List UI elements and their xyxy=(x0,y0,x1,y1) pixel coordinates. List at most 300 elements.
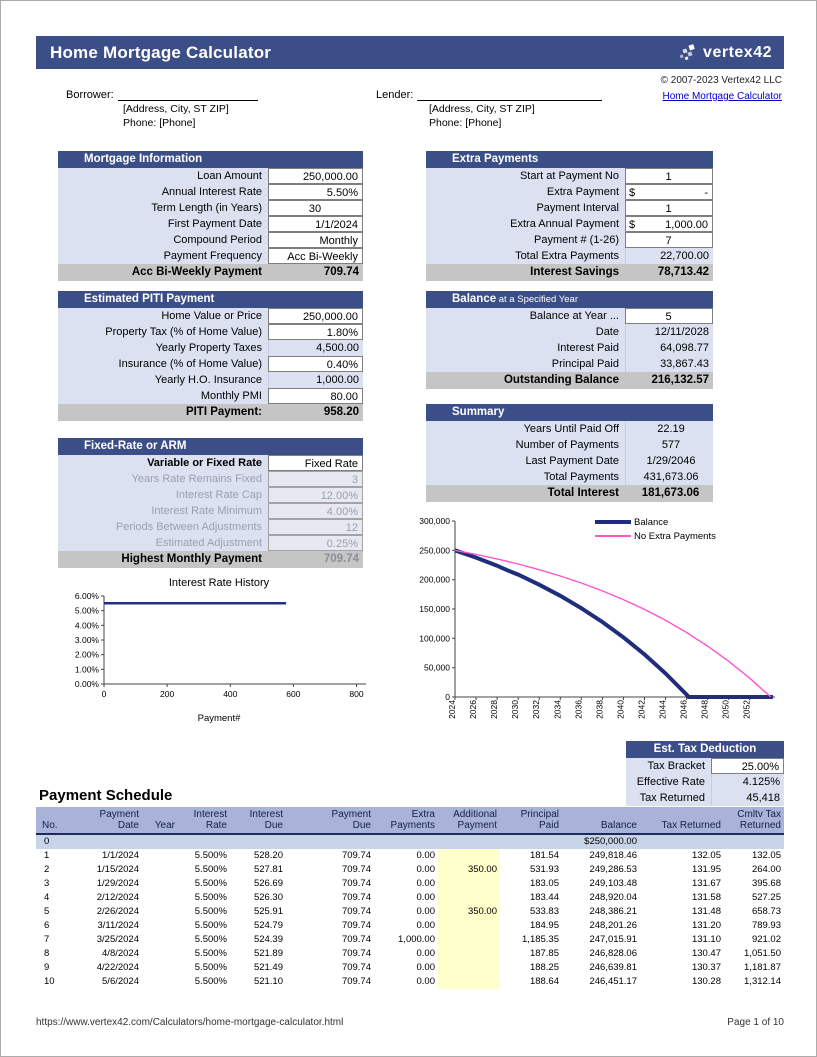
table-cell[interactable] xyxy=(438,961,500,975)
table-cell: 526.69 xyxy=(253,878,283,889)
svg-text:400: 400 xyxy=(223,689,238,699)
section-title: Extra Payments xyxy=(426,151,713,168)
field-value[interactable]: Monthly xyxy=(268,232,363,248)
field-label: Annual Interest Rate xyxy=(161,186,262,198)
fixed-rate-or-arm-section xyxy=(58,438,363,568)
balance-plot xyxy=(399,513,784,741)
table-cell: 5.500% xyxy=(194,864,227,875)
table-cell: 183.44 xyxy=(529,892,559,903)
chart-title: Interest Rate History xyxy=(168,577,270,589)
field-value[interactable]: 80.00 xyxy=(268,388,363,404)
table-cell xyxy=(142,933,178,947)
svg-text:200,000: 200,000 xyxy=(419,574,450,585)
table-cell: 132.05 xyxy=(691,850,721,861)
table-cell: 1,000.00 xyxy=(398,934,435,945)
field-value: 1/29/2046 xyxy=(625,453,713,469)
table-cell: 0.00 xyxy=(416,920,435,931)
field-label: Tax Returned xyxy=(639,792,705,804)
piti-payment-section xyxy=(58,291,363,421)
table-cell: 246,828.06 xyxy=(589,948,637,959)
table-cell: 5 xyxy=(44,906,50,917)
table-cell: 0.00 xyxy=(416,906,435,917)
chart-legend xyxy=(595,515,716,543)
table-cell: 528.20 xyxy=(253,850,283,861)
field-value[interactable]: 0.40% xyxy=(268,356,363,372)
field-row xyxy=(58,503,363,519)
section-body xyxy=(426,421,713,485)
table-row xyxy=(36,891,784,905)
field-label: Interest Rate Minimum xyxy=(151,505,262,517)
total-value: 709.74 xyxy=(323,266,359,278)
field-value[interactable]: 7 xyxy=(625,232,713,248)
table-cell: 5.500% xyxy=(194,962,227,973)
table-cell: 709.74 xyxy=(341,878,371,889)
field-value[interactable]: 3 xyxy=(268,471,363,487)
field-value[interactable]: 12 xyxy=(268,519,363,535)
lender-address[interactable]: [Address, City, ST ZIP] xyxy=(429,103,535,115)
table-row xyxy=(36,877,784,891)
table-cell: 131.67 xyxy=(691,878,721,889)
field-value[interactable]: 5.50% xyxy=(268,184,363,200)
field-label: Effective Rate xyxy=(636,776,705,788)
home-mortgage-calculator-link[interactable]: Home Mortgage Calculator xyxy=(662,91,782,102)
total-value: 181,673.06 xyxy=(641,487,700,499)
table-cell[interactable] xyxy=(438,919,500,933)
column-header: Principal Paid xyxy=(520,809,559,831)
field-value[interactable]: 25.00% xyxy=(711,758,784,774)
table-row xyxy=(36,947,784,961)
table-cell[interactable] xyxy=(438,975,500,989)
field-row xyxy=(58,471,363,487)
table-cell: 5.500% xyxy=(194,906,227,917)
field-value[interactable]: 5 xyxy=(625,308,713,324)
svg-text:50,000: 50,000 xyxy=(424,662,450,673)
section-title: Fixed-Rate or ARM xyxy=(58,438,363,455)
field-label: Total Extra Payments xyxy=(515,250,619,262)
field-label: Start at Payment No xyxy=(519,170,619,182)
field-value[interactable]: 1/1/2024 xyxy=(268,216,363,232)
table-cell: 1,181.87 xyxy=(744,962,781,973)
table-cell: 3/25/2024 xyxy=(96,934,139,945)
table-cell[interactable] xyxy=(438,947,500,961)
field-value: 22.19 xyxy=(625,421,713,437)
field-label: Principal Paid xyxy=(551,358,619,370)
table-cell xyxy=(74,835,142,849)
total-value: 216,132.57 xyxy=(651,374,709,386)
table-cell: 264.00 xyxy=(751,864,781,875)
chart-x-axis-label: Payment# xyxy=(197,713,241,724)
field-label: Years Until Paid Off xyxy=(523,423,619,435)
svg-text:250,000: 250,000 xyxy=(419,545,450,556)
svg-text:800: 800 xyxy=(349,689,364,699)
table-cell: 2/12/2024 xyxy=(96,892,139,903)
table-cell[interactable] xyxy=(438,849,500,863)
field-label: Interest Rate Cap xyxy=(175,489,262,501)
table-row xyxy=(36,835,784,849)
table-cell: 183.05 xyxy=(529,878,559,889)
table-cell: 5.500% xyxy=(194,892,227,903)
table-cell xyxy=(142,905,178,919)
table-cell: 5.500% xyxy=(194,948,227,959)
table-cell: 246,639.81 xyxy=(589,962,637,973)
table-cell[interactable]: 350.00 xyxy=(438,905,500,919)
field-value: 64,098.77 xyxy=(625,340,713,356)
table-cell: 533.83 xyxy=(529,906,559,917)
field-value: 33,867.43 xyxy=(625,356,713,372)
field-value[interactable]: Fixed Rate xyxy=(268,455,363,471)
table-cell: 248,920.04 xyxy=(589,892,637,903)
borrower-label: Borrower: xyxy=(66,89,114,101)
field-value[interactable]: 1 xyxy=(625,168,713,184)
field-row xyxy=(58,340,363,356)
table-cell: 0.00 xyxy=(416,878,435,889)
table-cell: 521.10 xyxy=(253,976,283,987)
table-cell: 789.93 xyxy=(751,920,781,931)
field-label: Yearly Property Taxes xyxy=(155,342,262,354)
table-cell: 658.73 xyxy=(751,906,781,917)
field-label: Last Payment Date xyxy=(525,455,619,467)
column-header: Additional Payment xyxy=(453,809,497,831)
field-row xyxy=(426,248,713,264)
field-label: Term Length (in Years) xyxy=(151,202,262,214)
field-value[interactable]: 0.25% xyxy=(268,535,363,551)
column-header: Cmltv Tax Returned xyxy=(737,809,781,831)
table-cell: 188.25 xyxy=(529,962,559,973)
balance-line-sample xyxy=(595,520,631,524)
table-cell: 2 xyxy=(44,864,50,875)
svg-text:0.00%: 0.00% xyxy=(74,679,99,689)
table-cell: 1/29/2024 xyxy=(96,878,139,889)
footer-url: https://www.vertex42.com/Calculators/home-mortgage-calculator.html xyxy=(36,1017,344,1028)
table-cell: 524.39 xyxy=(253,934,283,945)
table-cell xyxy=(230,835,286,849)
table-cell: 187.85 xyxy=(529,948,559,959)
svg-text:2050: 2050 xyxy=(720,700,731,719)
table-cell: 1,051.50 xyxy=(744,948,781,959)
column-header: Interest Due xyxy=(249,809,283,831)
svg-text:150,000: 150,000 xyxy=(419,604,450,614)
field-row xyxy=(426,437,713,453)
field-row xyxy=(58,216,363,232)
table-cell xyxy=(142,947,178,961)
table-cell: 10 xyxy=(44,976,55,987)
total-label: Highest Monthly Payment xyxy=(121,553,262,565)
svg-text:2044: 2044 xyxy=(657,700,668,719)
table-cell[interactable] xyxy=(438,933,500,947)
section-title: Balance at a Specified Year xyxy=(426,291,713,308)
table-cell: 0.00 xyxy=(416,892,435,903)
table-cell xyxy=(438,835,500,849)
table-cell: 709.74 xyxy=(341,850,371,861)
field-row xyxy=(426,356,713,372)
table-cell: 709.74 xyxy=(341,892,371,903)
table-cell: 130.28 xyxy=(691,976,721,987)
total-interest-row xyxy=(426,485,713,502)
field-value: 577 xyxy=(625,437,713,453)
vertex42-logo-icon xyxy=(677,44,699,62)
table-cell: 1/15/2024 xyxy=(96,864,139,875)
payment-schedule-title: Payment Schedule xyxy=(39,787,173,804)
table-cell: 527.25 xyxy=(751,892,781,903)
table-cell xyxy=(142,835,178,849)
field-label: Variable or Fixed Rate xyxy=(147,457,262,469)
table-cell: 525.91 xyxy=(253,906,283,917)
table-cell: 4/22/2024 xyxy=(96,962,139,973)
table-cell: 0.00 xyxy=(416,850,435,861)
field-label: Payment Interval xyxy=(536,202,619,214)
field-label: Monthly PMI xyxy=(200,390,262,402)
table-cell: 5/6/2024 xyxy=(102,976,139,987)
table-cell: 131.95 xyxy=(691,864,721,875)
table-cell: 0.00 xyxy=(416,962,435,973)
field-row xyxy=(426,324,713,340)
field-label: Number of Payments xyxy=(515,439,619,451)
total-label: Acc Bi-Weekly Payment xyxy=(131,266,262,278)
table-cell: 4 xyxy=(44,892,50,903)
field-value[interactable]: 250,000.00 xyxy=(268,308,363,324)
interest-rate-history-chart xyxy=(58,577,380,724)
table-cell: 249,103.48 xyxy=(589,878,637,889)
outstanding-balance-row xyxy=(426,372,713,389)
legend-no-extra-payments xyxy=(595,529,716,543)
section-body xyxy=(426,308,713,372)
table-cell[interactable]: 350.00 xyxy=(438,863,500,877)
table-cell xyxy=(142,849,178,863)
total-value: 958.20 xyxy=(323,406,359,418)
table-cell xyxy=(142,919,178,933)
svg-text:2032: 2032 xyxy=(531,700,542,719)
copyright-text: © 2007-2023 Vertex42 LLC xyxy=(660,75,782,86)
svg-text:200: 200 xyxy=(160,689,175,699)
field-value[interactable]: $ 1,000.00 xyxy=(625,216,713,232)
acc-biweekly-payment-row xyxy=(58,264,363,281)
lender-name-field[interactable] xyxy=(417,88,602,101)
section-body xyxy=(58,455,363,551)
table-cell: 709.74 xyxy=(341,948,371,959)
borrower-block xyxy=(66,88,258,129)
table-cell: 131.58 xyxy=(691,892,721,903)
field-row xyxy=(426,340,713,356)
table-cell: 4/8/2024 xyxy=(102,948,139,959)
table-cell: 921.02 xyxy=(751,934,781,945)
field-row xyxy=(426,232,713,248)
page-footer xyxy=(36,1017,784,1028)
interest-rate-history-plot xyxy=(58,590,380,708)
field-label: Estimated Adjustment xyxy=(155,537,262,549)
table-cell: 8 xyxy=(44,948,50,959)
est-tax-deduction-section xyxy=(626,741,784,806)
field-value[interactable]: 4.00% xyxy=(268,503,363,519)
svg-text:0: 0 xyxy=(101,689,107,699)
field-label: Insurance (% of Home Value) xyxy=(118,358,262,370)
table-cell: 249,286.53 xyxy=(589,864,637,875)
table-cell: 132.05 xyxy=(751,850,781,861)
extra-payments-section xyxy=(426,151,713,281)
field-label: Periods Between Adjustments xyxy=(115,521,262,533)
page-title: Home Mortgage Calculator xyxy=(50,42,272,62)
table-row xyxy=(36,905,784,919)
field-row xyxy=(426,216,713,232)
table-cell: 131.48 xyxy=(691,906,721,917)
svg-text:2048: 2048 xyxy=(699,700,710,719)
field-value[interactable]: 1.80% xyxy=(268,324,363,340)
section-body xyxy=(626,758,784,806)
svg-text:600: 600 xyxy=(286,689,301,699)
vertex42-logo-text: vertex42 xyxy=(703,43,772,61)
field-row xyxy=(58,535,363,551)
table-cell: 248,386.21 xyxy=(589,906,637,917)
table-cell: 526.30 xyxy=(253,892,283,903)
borrower-address[interactable]: [Address, City, ST ZIP] xyxy=(123,103,229,115)
svg-text:3.00%: 3.00% xyxy=(74,635,99,645)
table-cell xyxy=(142,891,178,905)
field-label: Compound Period xyxy=(173,234,262,246)
field-label: First Payment Date xyxy=(167,218,262,230)
table-cell: 395.68 xyxy=(751,878,781,889)
column-header: Tax Returned xyxy=(661,820,721,831)
field-row xyxy=(626,774,784,790)
column-header: Payment Due xyxy=(331,809,371,831)
field-value: 1,000.00 xyxy=(268,372,363,388)
column-header: Interest Rate xyxy=(193,809,227,831)
table-cell xyxy=(178,835,230,849)
field-row xyxy=(626,758,784,774)
field-row xyxy=(426,453,713,469)
field-row xyxy=(426,168,713,184)
field-value[interactable]: 250,000.00 xyxy=(268,168,363,184)
table-cell: 7 xyxy=(44,934,50,945)
field-value[interactable]: 1 xyxy=(625,200,713,216)
total-label: Interest Savings xyxy=(530,266,619,278)
table-cell: 1 xyxy=(44,850,50,861)
table-cell xyxy=(142,961,178,975)
legend-balance xyxy=(595,515,716,529)
field-label: Years Rate Remains Fixed xyxy=(131,473,262,485)
svg-text:2046: 2046 xyxy=(678,700,689,719)
field-row xyxy=(58,248,363,264)
svg-text:2036: 2036 xyxy=(573,700,584,719)
svg-text:1.00%: 1.00% xyxy=(74,664,99,675)
borrower-phone[interactable]: Phone: [Phone] xyxy=(123,117,196,129)
field-value: 4,500.00 xyxy=(268,340,363,356)
field-value: 12/11/2028 xyxy=(625,324,713,340)
table-row xyxy=(36,975,784,989)
table-cell[interactable] xyxy=(438,891,500,905)
table-row xyxy=(36,849,784,863)
svg-text:2038: 2038 xyxy=(594,700,605,719)
section-body xyxy=(426,168,713,264)
table-cell: 5.500% xyxy=(194,976,227,987)
svg-text:2024: 2024 xyxy=(447,700,457,719)
section-title: Summary xyxy=(426,404,713,421)
borrower-name-field[interactable] xyxy=(118,88,258,101)
svg-text:5.00%: 5.00% xyxy=(74,605,99,616)
total-label: Outstanding Balance xyxy=(503,374,619,386)
table-cell: 1,185.35 xyxy=(522,934,559,945)
svg-text:2042: 2042 xyxy=(636,700,647,719)
table-cell: 527.81 xyxy=(253,864,283,875)
table-cell: 521.89 xyxy=(253,948,283,959)
table-cell: 1/1/2024 xyxy=(102,850,139,861)
section-body xyxy=(58,308,363,404)
table-cell: 5.500% xyxy=(194,850,227,861)
field-label: Extra Payment xyxy=(546,186,619,198)
footer-page-number: Page 1 of 10 xyxy=(727,1017,784,1028)
field-label: Extra Annual Payment xyxy=(510,218,619,230)
field-row xyxy=(426,308,713,324)
table-cell: 248,201.26 xyxy=(589,920,637,931)
lender-block xyxy=(376,88,602,129)
field-row xyxy=(58,184,363,200)
table-cell: 5.500% xyxy=(194,920,227,931)
table-cell: 247,015.91 xyxy=(589,934,637,945)
table-cell: 709.74 xyxy=(341,976,371,987)
lender-phone[interactable]: Phone: [Phone] xyxy=(429,117,502,129)
field-value[interactable]: $ - xyxy=(625,184,713,200)
table-cell: 181.54 xyxy=(529,850,559,861)
table-cell: 246,451.17 xyxy=(589,976,637,987)
lender-label: Lender: xyxy=(376,89,414,101)
table-row xyxy=(36,919,784,933)
table-cell xyxy=(724,835,784,849)
table-cell: 5.500% xyxy=(194,878,227,889)
table-cell: 0 xyxy=(44,836,50,847)
table-cell: 5.500% xyxy=(194,934,227,945)
table-cell: 709.74 xyxy=(341,864,371,875)
legend-label: Balance xyxy=(634,516,669,528)
column-header: Balance xyxy=(600,820,637,831)
table-cell: 0.00 xyxy=(416,864,435,875)
table-header-row xyxy=(36,807,784,835)
table-cell xyxy=(500,835,562,849)
table-cell[interactable] xyxy=(438,877,500,891)
table-cell: 524.79 xyxy=(253,920,283,931)
svg-text:2026: 2026 xyxy=(468,700,479,719)
svg-text:4.00%: 4.00% xyxy=(74,620,99,631)
table-row xyxy=(36,961,784,975)
field-label: Loan Amount xyxy=(197,170,262,182)
table-cell: 531.93 xyxy=(529,864,559,875)
field-value: 4.125% xyxy=(711,774,784,790)
field-value[interactable]: Acc Bi-Weekly xyxy=(268,248,363,264)
column-header: Payment Date xyxy=(99,809,139,831)
table-cell: 3/11/2024 xyxy=(97,920,139,931)
total-value: 78,713.42 xyxy=(657,266,709,278)
table-row xyxy=(36,863,784,877)
field-label: Yearly H.O. Insurance xyxy=(154,374,262,386)
table-cell: 130.37 xyxy=(691,962,721,973)
table-cell xyxy=(142,877,178,891)
table-cell xyxy=(374,835,438,849)
total-label: Total Interest xyxy=(547,487,619,499)
field-value[interactable]: 12.00% xyxy=(268,487,363,503)
svg-text:2040: 2040 xyxy=(615,700,626,719)
field-row xyxy=(58,388,363,404)
field-row xyxy=(58,455,363,471)
table-cell: 3 xyxy=(44,878,50,889)
field-row xyxy=(58,232,363,248)
svg-text:300,000: 300,000 xyxy=(419,516,450,526)
section-title: Est. Tax Deduction xyxy=(626,741,784,758)
field-row xyxy=(426,200,713,216)
field-row xyxy=(58,487,363,503)
field-row xyxy=(426,469,713,485)
field-label: Tax Bracket xyxy=(647,760,705,772)
field-row xyxy=(626,790,784,806)
svg-text:2052: 2052 xyxy=(741,700,752,719)
field-row xyxy=(58,324,363,340)
field-value[interactable]: 30 xyxy=(268,200,363,216)
